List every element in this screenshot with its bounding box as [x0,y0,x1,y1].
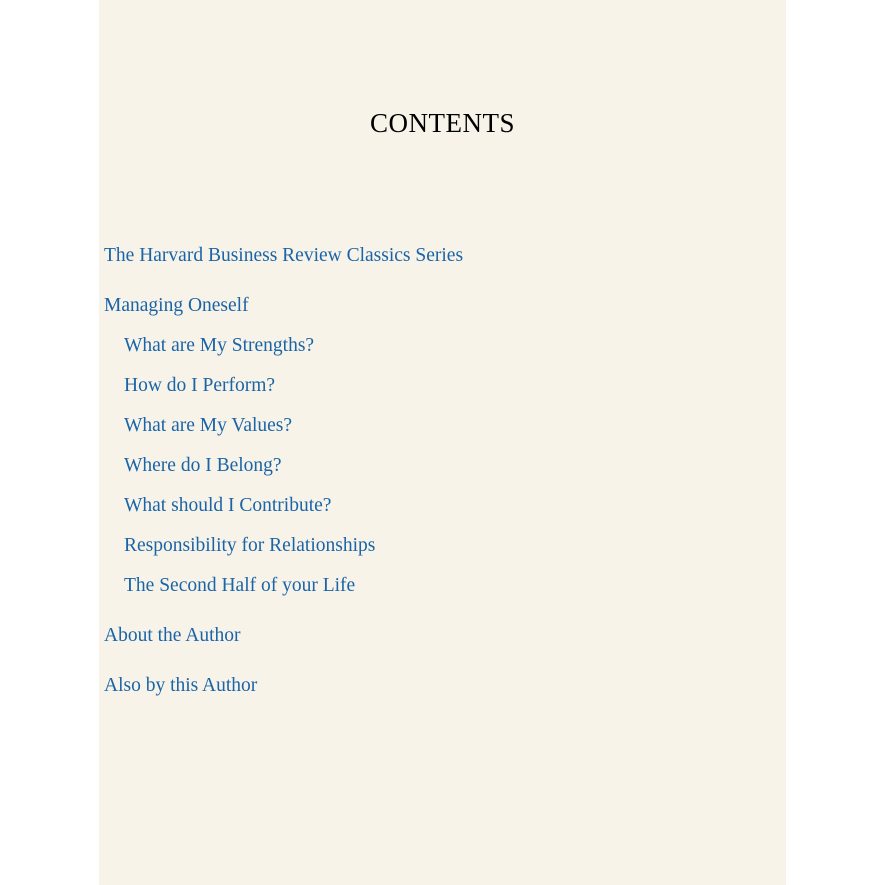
toc-link-belong[interactable]: Where do I Belong? [124,455,282,476]
toc-link-second-half[interactable]: The Second Half of your Life [124,575,356,596]
toc-link-perform[interactable]: How do I Perform? [124,375,276,396]
toc-link-strengths[interactable]: What are My Strengths? [124,335,315,356]
toc-link-about-author[interactable]: About the Author [104,625,241,646]
book-page [99,0,786,885]
toc-link-relationships[interactable]: Responsibility for Relationships [124,535,376,556]
toc-link-also-by-author[interactable]: Also by this Author [104,675,258,696]
toc-link-managing-oneself[interactable]: Managing Oneself [104,295,249,316]
toc-link-series[interactable]: The Harvard Business Review Classics Series [104,245,464,266]
toc-link-values[interactable]: What are My Values? [124,415,293,436]
toc-link-contribute[interactable]: What should I Contribute? [124,495,332,516]
page-title: CONTENTS [370,108,515,138]
